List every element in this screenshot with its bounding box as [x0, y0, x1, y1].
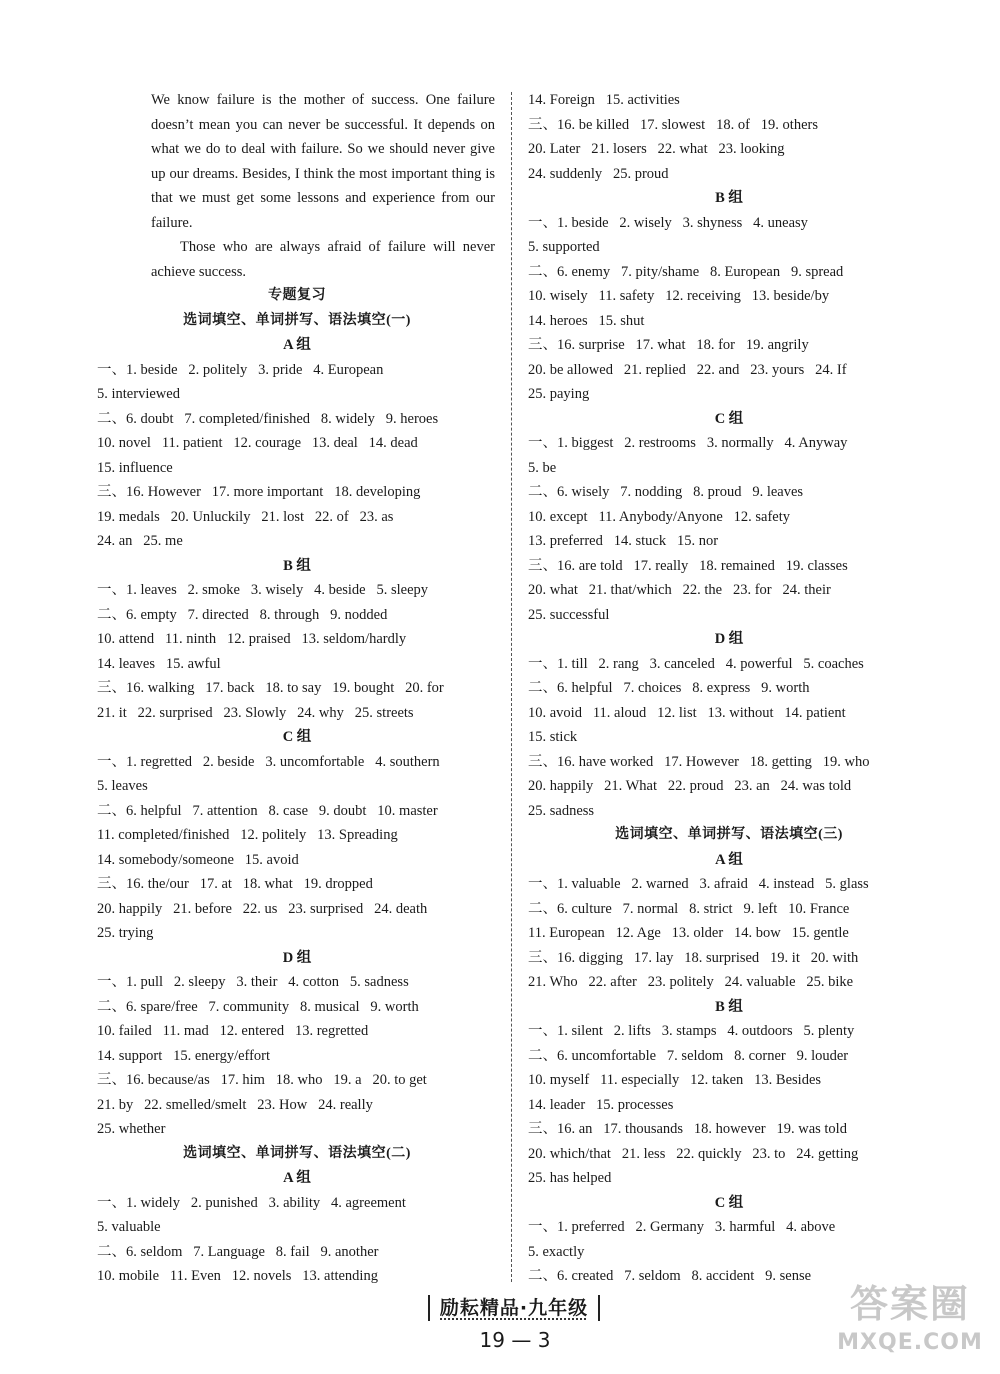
section-heading: 选词填空、单词拼写、语法填空(二)	[183, 1145, 411, 1161]
group-heading: A 组	[283, 337, 311, 353]
footer-brand: 励耘精品·九年级	[428, 1295, 600, 1321]
answer-line: 13. preferred 14. stuck 15. nor	[528, 533, 719, 549]
answer-line: 20. happily 21. before 22. us 23. surprised 24. death	[97, 900, 428, 917]
essay-paragraph-2: Those who are always afraid of failure will never achieve success.	[151, 239, 495, 280]
answer-line: 15. influence	[97, 459, 173, 476]
group-heading: A 组	[283, 1170, 311, 1186]
watermark-url: MXQE.COM	[837, 1330, 983, 1355]
answer-line: 5. exactly	[528, 1243, 585, 1260]
answer-line: 10. mobile 11. Even 12. novels 13. attending	[97, 1268, 378, 1284]
answer-line: 二、6. culture 7. normal 8. strict 9. left 10. France	[528, 900, 850, 917]
answer-line: 20. be allowed 21. replied 22. and 23. yours 24. If	[528, 361, 847, 378]
answer-line: 10. myself 11. especially 12. taken 13. Besides	[528, 1072, 822, 1088]
answer-line: 三、16. digging 17. lay 18. surprised 19. it 20. with	[528, 949, 859, 966]
answer-line: 14. Foreign 15. activities	[528, 92, 680, 108]
answer-line: 25. has helped	[528, 1170, 612, 1186]
group-heading: A 组	[715, 851, 743, 868]
answer-line: 25. sadness	[528, 802, 595, 819]
answer-line: 25. paying	[528, 386, 590, 402]
group-heading: D 组	[714, 631, 744, 647]
group-heading: B 组	[715, 190, 743, 206]
answer-line: 三、16. because/as 17. him 18. who 19. a 20. to get	[97, 1072, 427, 1088]
group-heading: B 组	[715, 998, 743, 1015]
left-answer-list	[97, 284, 497, 1289]
answer-line: 20. what 21. that/which 22. the 23. for 24. their	[528, 582, 831, 598]
answer-line: 14. support 15. energy/effort	[97, 1047, 271, 1064]
answer-line: 二、6. uncomfortable 7. seldom 8. corner 9. louder	[528, 1047, 849, 1064]
answer-line: 11. completed/finished 12. politely 13. Spreading	[97, 827, 398, 843]
answer-line: 三、16. are told 17. really 18. remained 19. classes	[528, 557, 848, 574]
answer-line: 三、16. an 17. thousands 18. however 19. was told	[528, 1121, 847, 1137]
group-heading: B 组	[283, 557, 311, 574]
answer-line: 二、6. doubt 7. completed/finished 8. widely 9. heroes	[97, 410, 439, 427]
answer-line: 10. avoid 11. aloud 12. list 13. without 14. patient	[528, 704, 846, 721]
answer-line: 20. Later 21. losers 22. what 23. looking	[528, 141, 785, 157]
group-heading: D 组	[282, 949, 312, 966]
answer-line: 10. failed 11. mad 12. entered 13. regretted	[97, 1023, 369, 1039]
answer-line: 5. supported	[528, 239, 600, 255]
group-heading: C 组	[714, 410, 744, 427]
answer-line: 一、1. till 2. rang 3. canceled 4. powerful 5. coaches	[528, 655, 864, 672]
answer-line: 二、6. helpful 7. attention 8. case 9. doubt 10. master	[97, 802, 438, 819]
right-answer-list	[528, 88, 930, 1289]
answer-line: 三、16. the/our 17. at 18. what 19. dropped	[97, 876, 373, 892]
answer-line: 一、1. valuable 2. warned 3. afraid 4. instead 5. glass	[528, 876, 869, 892]
answer-line: 25. successful	[528, 606, 610, 623]
answer-line: 24. suddenly 25. proud	[528, 165, 669, 182]
answer-line: 三、16. surprise 17. what 18. for 19. angrily	[528, 337, 809, 353]
answer-line: 21. by 22. smelled/smelt 23. How 24. really	[97, 1096, 373, 1113]
section-heading: 专题复习	[268, 288, 326, 303]
page-number: 19 — 3	[479, 1328, 551, 1352]
answer-line: 20. which/that 21. less 22. quickly 23. to 24. getting	[528, 1145, 859, 1162]
essay-paragraph-1: We know failure is the mother of success. One failure doesn’t mean you can never be successful. It depends on what we do to deal with failure. So we should never give up our dreams. Besides, I think the most important thing is that we must get some lessons and experience from our failure.	[151, 92, 495, 231]
group-heading: C 组	[714, 1194, 744, 1211]
right-column	[528, 88, 930, 1289]
answer-line: 14. leader 15. processes	[528, 1096, 674, 1113]
answer-line: 14. heroes 15. shut	[528, 312, 645, 329]
answer-line: 10. attend 11. ninth 12. praised 13. seldom/hardly	[97, 631, 407, 647]
answer-line: 三、16. walking 17. back 18. to say 19. bought 20. for	[97, 680, 444, 696]
answer-line: 一、1. silent 2. lifts 3. stamps 4. outdoors 5. plenty	[528, 1023, 855, 1039]
answer-line: 一、1. biggest 2. restrooms 3. normally 4. Anyway	[528, 435, 848, 451]
answer-line: 一、1. beside 2. politely 3. pride 4. European	[97, 361, 384, 378]
answer-line: 三、16. be killed 17. slowest 18. of 19. others	[528, 116, 818, 133]
watermark-text: 答案圈	[849, 1282, 970, 1326]
answer-line: 10. novel 11. patient 12. courage 13. deal 14. dead	[97, 435, 418, 451]
answer-line: 20. happily 21. What 22. proud 23. an 24. was told	[528, 778, 852, 794]
group-heading: C 组	[282, 729, 312, 745]
answer-line: 5. interviewed	[97, 386, 180, 402]
answer-line: 11. European 12. Age 13. older 14. bow 15. gentle	[528, 925, 849, 941]
column-divider	[511, 92, 512, 1282]
left-column	[97, 88, 497, 1289]
answer-line: 一、1. beside 2. wisely 3. shyness 4. uneasy	[528, 214, 808, 231]
watermark-logo	[820, 1280, 1000, 1370]
answer-line: 5. be	[528, 459, 557, 476]
answer-line: 一、1. regretted 2. beside 3. uncomfortable 4. southern	[97, 753, 440, 770]
answer-line: 二、6. enemy 7. pity/shame 8. European 9. spread	[528, 263, 844, 280]
answer-line: 10. wisely 11. safety 12. receiving 13. beside/by	[528, 288, 830, 304]
answer-line: 二、6. helpful 7. choices 8. express 9. worth	[528, 680, 810, 696]
answer-line: 21. Who 22. after 23. politely 24. valuable 25. bike	[528, 974, 854, 990]
answer-line: 二、6. created 7. seldom 8. accident 9. sense	[528, 1268, 812, 1284]
answer-line: 21. it 22. surprised 23. Slowly 24. why 25. streets	[97, 704, 414, 721]
answer-line: 三、16. However 17. more important 18. developing	[97, 484, 421, 500]
section-heading: 选词填空、单词拼写、语法填空(三)	[615, 827, 843, 842]
answer-line: 10. except 11. Anybody/Anyone 12. safety	[528, 508, 791, 525]
answer-line: 25. trying	[97, 925, 154, 941]
answer-line: 24. an 25. me	[97, 533, 183, 549]
answer-line: 5. leaves	[97, 778, 148, 794]
answer-line: 19. medals 20. Unluckily 21. lost 22. of 23. as	[97, 508, 394, 525]
section-heading: 选词填空、单词拼写、语法填空(一)	[183, 312, 411, 328]
footer-dotted-rule	[440, 1318, 586, 1320]
answer-line: 一、1. preferred 2. Germany 3. harmful 4. above	[528, 1219, 836, 1235]
essay	[97, 88, 495, 284]
answer-line: 三、16. have worked 17. However 18. getting 19. who	[528, 753, 870, 770]
answer-line: 一、1. pull 2. sleepy 3. their 4. cotton 5. sadness	[97, 974, 409, 990]
answer-line: 一、1. leaves 2. smoke 3. wisely 4. beside 5. sleepy	[97, 582, 429, 598]
answer-line: 一、1. widely 2. punished 3. ability 4. agreement	[97, 1194, 406, 1211]
answer-line: 14. leaves 15. awful	[97, 655, 221, 672]
answer-line: 14. somebody/someone 15. avoid	[97, 851, 299, 868]
answer-line: 二、6. spare/free 7. community 8. musical 9. worth	[97, 998, 419, 1015]
answer-line: 二、6. wisely 7. nodding 8. proud 9. leaves	[528, 484, 804, 500]
answer-line: 二、6. empty 7. directed 8. through 9. nodded	[97, 606, 388, 623]
answer-line: 15. stick	[528, 729, 578, 745]
answer-line: 二、6. seldom 7. Language 8. fail 9. another	[97, 1243, 379, 1260]
answer-line: 25. whether	[97, 1121, 166, 1137]
answer-line: 5. valuable	[97, 1219, 161, 1235]
